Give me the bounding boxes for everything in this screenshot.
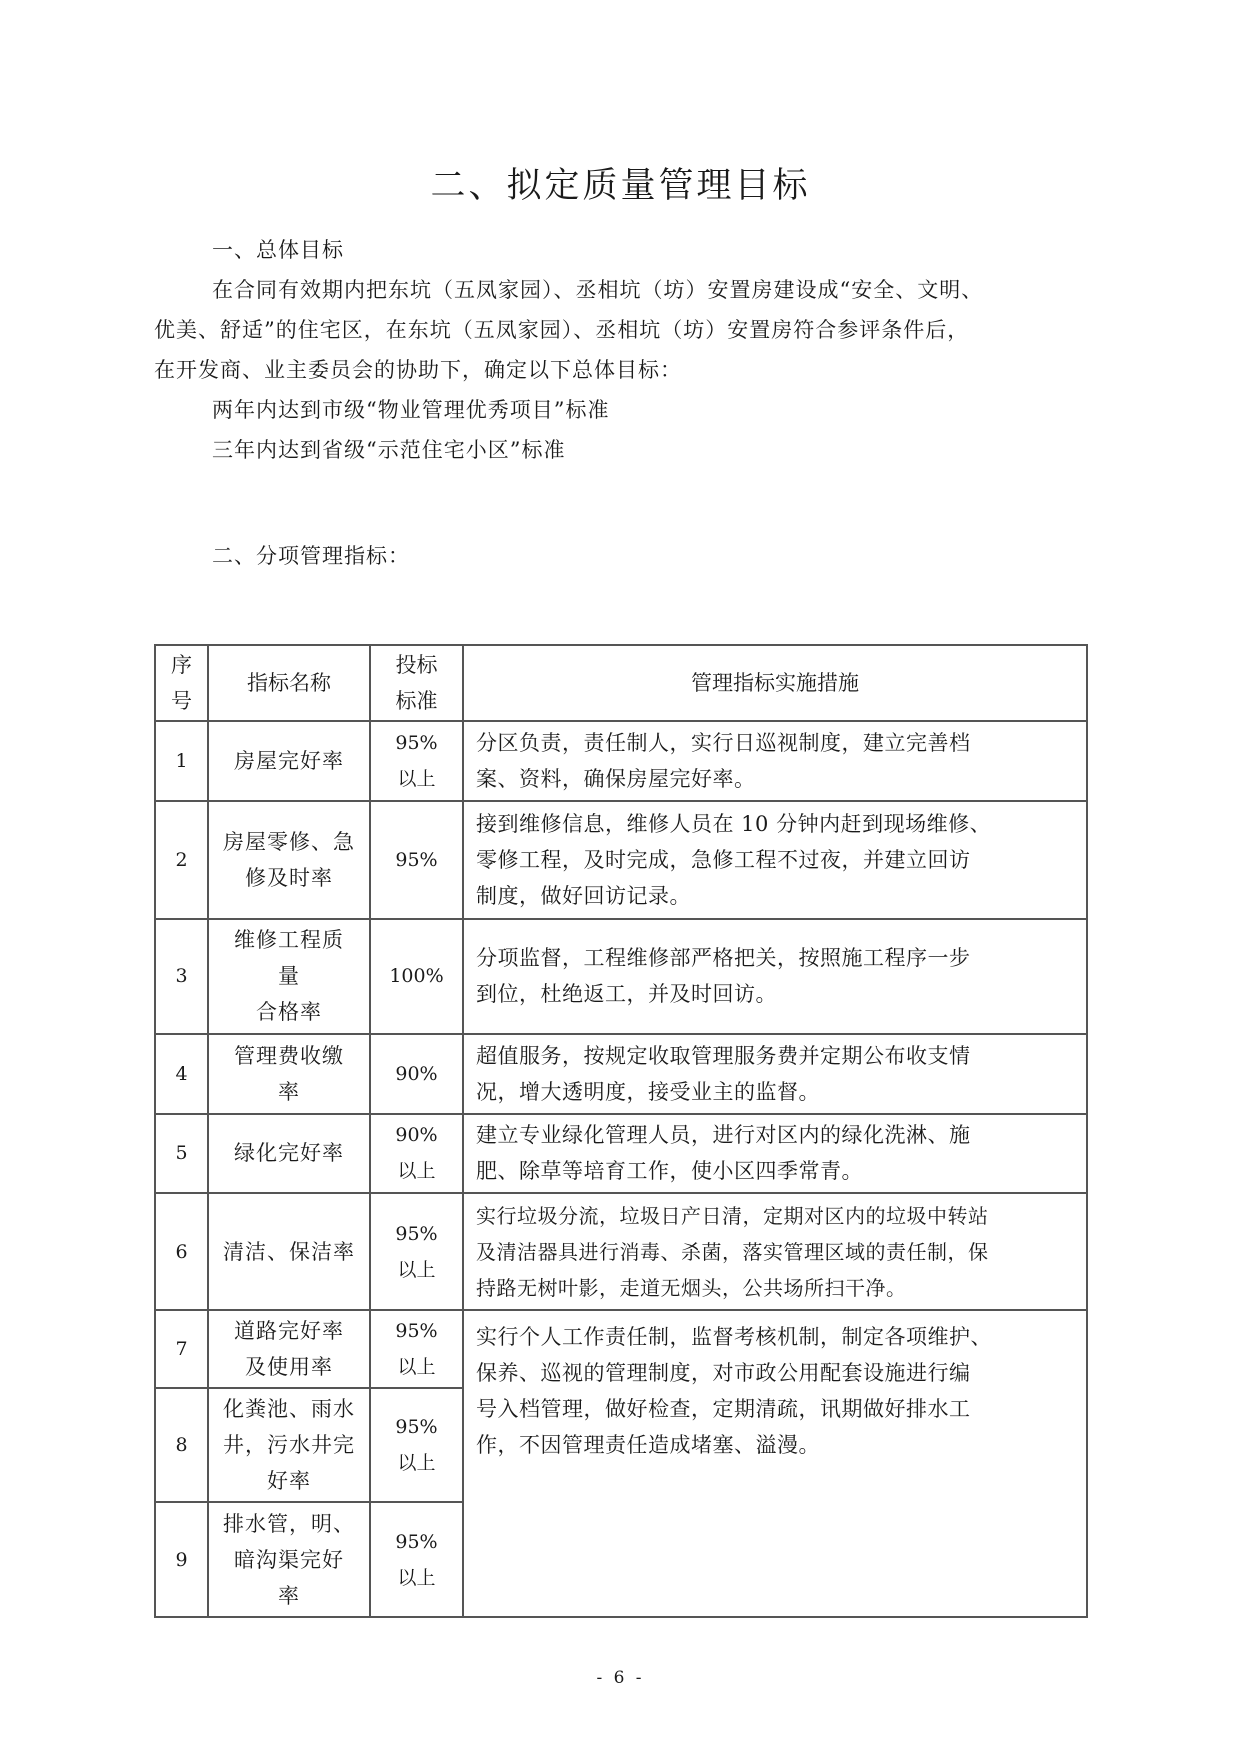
paragraph-line: 在合同有效期内把东坑（五凤家园）、丞相坑（坊）安置房建设成“安全、文明、 xyxy=(212,278,984,302)
page-title: 二、拟定质量管理目标 xyxy=(430,166,811,206)
table-header-row xyxy=(155,645,1087,721)
header-name: 指标名称 xyxy=(208,645,370,721)
page-number: - 6 - xyxy=(596,1668,645,1688)
row-seq: 6 xyxy=(155,1193,208,1310)
goal-line: 三年内达到省级“示范住宅小区”标准 xyxy=(212,438,566,462)
row-measures: 分项监督，工程维修部严格把关，按照施工程序一步 到位，杜绝返工，并及时回访。 xyxy=(463,919,1087,1034)
row-measures: 超值服务，按规定收取管理服务费并定期公布收支情 况，增大透明度，接受业主的监督。 xyxy=(463,1034,1087,1114)
row-name: 维修工程质 量 合格率 xyxy=(208,919,370,1034)
row-measures: 分区负责，责任制人，实行日巡视制度，建立完善档 案、资料，确保房屋完好率。 xyxy=(463,721,1087,801)
row-name: 化粪池、雨水 井，污水井完 好率 xyxy=(208,1388,370,1503)
row-standard: 95% 以上 xyxy=(370,1502,463,1617)
row-seq: 7 xyxy=(155,1310,208,1388)
row-name: 房屋完好率 xyxy=(208,721,370,801)
table-row xyxy=(155,1310,1087,1388)
row-standard: 100% xyxy=(370,919,463,1034)
row-standard: 95% xyxy=(370,801,463,920)
shared-measures: 实行个人工作责任制，监督考核机制，制定各项维护、 保养、巡视的管理制度，对市政公用配套设施进行编 号入档管理，做好检查，定期清疏，讯期做好排水工 作，不因管理责任造成堵塞、溢漫。 xyxy=(463,1310,1087,1617)
row-seq: 4 xyxy=(155,1034,208,1114)
row-standard: 95% 以上 xyxy=(370,1193,463,1310)
table-row xyxy=(155,801,1087,920)
paragraph-line: 优美、舒适”的住宅区，在东坑（五凤家园）、丞相坑（坊）安置房符合参评条件后， xyxy=(154,318,970,342)
row-name: 排水管，明、 暗沟渠完好 率 xyxy=(208,1502,370,1617)
table-row xyxy=(155,1114,1087,1194)
table-row xyxy=(155,721,1087,801)
goal-line: 两年内达到市级“物业管理优秀项目”标准 xyxy=(212,398,610,422)
table-row xyxy=(155,919,1087,1034)
header-measures: 管理指标实施措施 xyxy=(463,645,1087,721)
row-standard: 90% 以上 xyxy=(370,1114,463,1194)
row-name: 房屋零修、急 修及时率 xyxy=(208,801,370,920)
row-measures: 实行垃圾分流，垃圾日产日清，定期对区内的垃圾中转站 及清洁器具进行消毒、杀菌，落实管理区域的责任制，保 持路无树叶影，走道无烟头，公共场所扫干净。 xyxy=(463,1193,1087,1310)
row-seq: 9 xyxy=(155,1502,208,1617)
row-seq: 1 xyxy=(155,721,208,801)
row-measures: 接到维修信息，维修人员在 10 分钟内赶到现场维修、 零修工程，及时完成，急修工程不过夜，并建立回访 制度，做好回访记录。 xyxy=(463,801,1087,920)
header-seq: 序 号 xyxy=(155,645,208,721)
row-name: 清洁、保洁率 xyxy=(208,1193,370,1310)
table-row xyxy=(155,1193,1087,1310)
row-seq: 3 xyxy=(155,919,208,1034)
row-standard: 90% xyxy=(370,1034,463,1114)
paragraph-line: 在开发商、业主委员会的协助下，确定以下总体目标： xyxy=(154,358,682,382)
row-standard: 95% 以上 xyxy=(370,721,463,801)
row-name: 管理费收缴 率 xyxy=(208,1034,370,1114)
row-standard: 95% 以上 xyxy=(370,1388,463,1503)
section1-heading: 一、总体目标 xyxy=(212,238,344,262)
row-name: 道路完好率 及使用率 xyxy=(208,1310,370,1388)
table-row xyxy=(155,1034,1087,1114)
row-seq: 2 xyxy=(155,801,208,920)
row-standard: 95% 以上 xyxy=(370,1310,463,1388)
header-standard: 投标 标准 xyxy=(370,645,463,721)
row-name: 绿化完好率 xyxy=(208,1114,370,1194)
row-seq: 8 xyxy=(155,1388,208,1503)
indicator-table xyxy=(154,644,1088,1618)
section2-heading: 二、分项管理指标： xyxy=(212,544,410,568)
row-measures: 建立专业绿化管理人员，进行对区内的绿化洗淋、施 肥、除草等培育工作，使小区四季常青。 xyxy=(463,1114,1087,1194)
row-seq: 5 xyxy=(155,1114,208,1194)
